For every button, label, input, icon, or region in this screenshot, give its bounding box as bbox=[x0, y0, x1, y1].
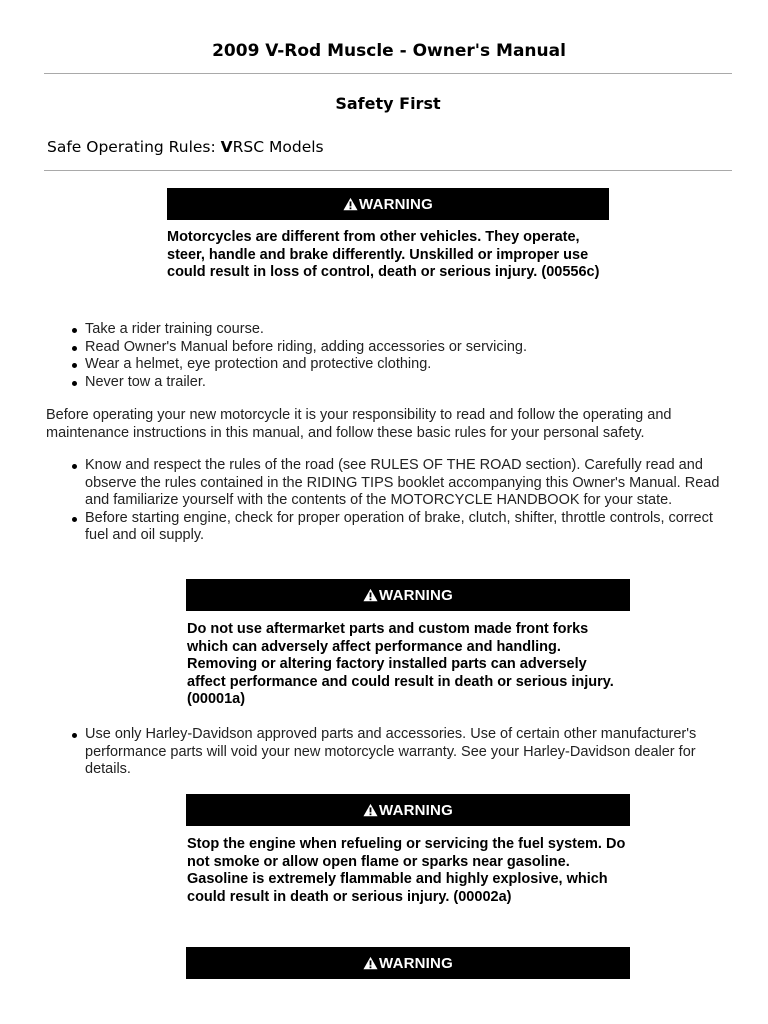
list-item: Take a rider training course. bbox=[46, 321, 736, 339]
warning-triangle-icon bbox=[363, 588, 378, 602]
subsection-rest: RSC Models bbox=[232, 138, 324, 156]
warning-label: WARNING bbox=[379, 954, 453, 972]
warning-text: Stop the engine when refueling or servicing the fuel system. Do not smoke or allow open flame or sparks near gasoline. Gasoline is extremely flammable and highly explosive, which could result in death or serious injury. (00002a) bbox=[187, 836, 626, 905]
warning-label: WARNING bbox=[379, 586, 453, 604]
parts-rules-list bbox=[46, 726, 736, 779]
list-item: Know and respect the rules of the road (see RULES OF THE ROAD section). Carefully read and observe the rules contained in the RIDING TIPS booklet accompanying this Owner's Manual. Read and familiarize yourself with the contents of the MOTORCYCLE HANDBOOK for your state. bbox=[46, 457, 736, 510]
subsection-bold-v: V bbox=[220, 138, 233, 156]
rider-rules-list bbox=[46, 321, 736, 391]
warning-label: WARNING bbox=[359, 195, 433, 213]
list-item: Wear a helmet, eye protection and protective clothing. bbox=[46, 356, 736, 374]
warning-triangle-icon bbox=[363, 956, 378, 970]
list-item: Read Owner's Manual before riding, adding accessories or servicing. bbox=[46, 339, 736, 357]
subsection-title bbox=[47, 138, 324, 156]
subsection-prefix: Safe Operating Rules: bbox=[47, 138, 221, 156]
subsection-divider bbox=[44, 170, 732, 171]
header-divider bbox=[44, 73, 732, 74]
warning-bar bbox=[167, 188, 609, 220]
section-title: Safety First bbox=[335, 94, 441, 113]
warning-triangle-icon bbox=[363, 803, 378, 817]
list-item: Never tow a trailer. bbox=[46, 374, 736, 392]
warning-bar bbox=[186, 794, 630, 826]
warning-triangle-icon bbox=[343, 197, 358, 211]
warning-text: Do not use aftermarket parts and custom made front forks which can adversely affect performance and handling. Removing or altering factory installed parts can adversely affect performance and could result in death or serious injury. (00001a) bbox=[187, 621, 614, 708]
warning-bar bbox=[186, 579, 630, 611]
warning-label: WARNING bbox=[379, 801, 453, 819]
warning-bar bbox=[186, 947, 630, 979]
list-item: Use only Harley-Davidson approved parts and accessories. Use of certain other manufacturer's performance parts will void your new motorcycle warranty. See your Harley-Davidson dealer for details. bbox=[46, 726, 736, 779]
document-title: 2009 V-Rod Muscle - Owner's Manual bbox=[212, 41, 566, 61]
warning-text: Motorcycles are different from other vehicles. They operate, steer, handle and brake differently. Unskilled or improper use could result in loss of control, death or serious injury. (00556c) bbox=[167, 229, 600, 281]
basic-rules-list bbox=[46, 457, 736, 545]
intro-paragraph: Before operating your new motorcycle it is your responsibility to read and follow the operating and maintenance instructions in this manual, and follow these basic rules for your personal safety. bbox=[46, 407, 672, 441]
list-item: Before starting engine, check for proper operation of brake, clutch, shifter, throttle controls, correct fuel and oil supply. bbox=[46, 510, 736, 545]
